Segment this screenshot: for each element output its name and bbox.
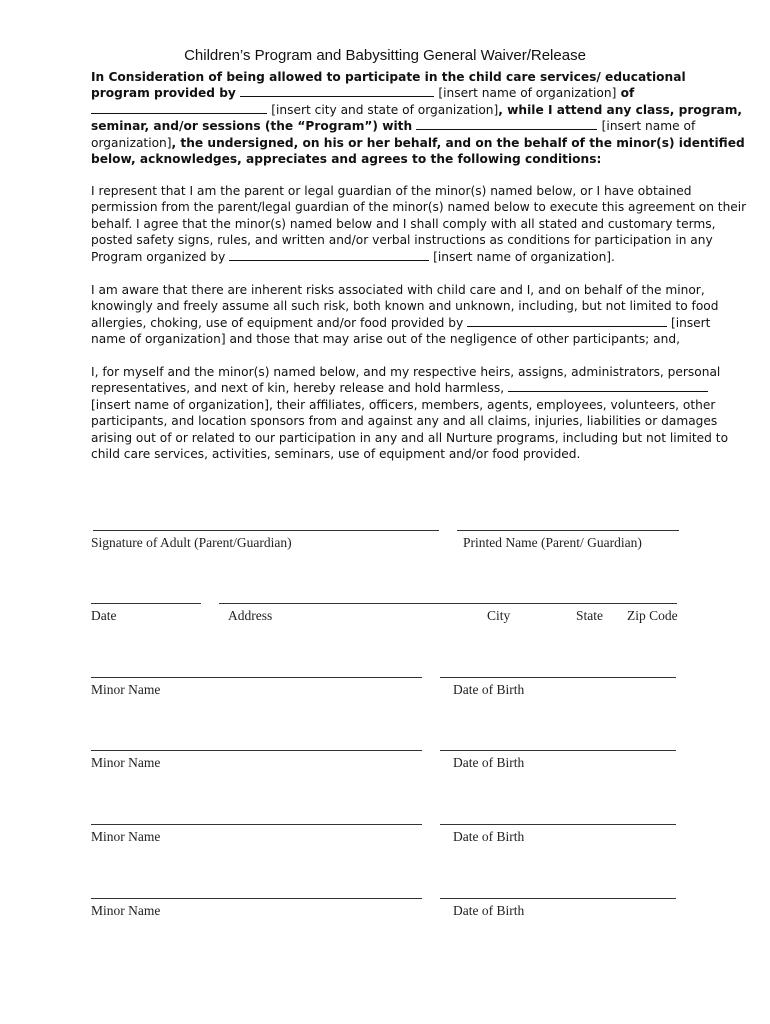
adult-signature-line[interactable] [93,530,439,531]
address-label: Address [228,608,273,623]
printed-name-label: Printed Name (Parent/ Guardian) [463,535,642,550]
intro-line-6: below, acknowledges, appreciates and agrees to the following conditions: [91,152,602,167]
p1-line-2: permission from the parent/legal guardian of the minor(s) named below to execute this agreement on their [91,200,747,215]
p2-line-1: I am aware that there are inherent risks associated with child care and I, and on behalf of the minor, [91,283,705,297]
p1-line-4: posted safety signs, rules, and written and/or verbal instructions as conditions for participation in any [91,233,713,248]
p1-line-1: I represent that I am the parent or legal guardian of the minor(s) named below, or I have obtained [91,184,692,198]
intro-program-with: seminar, and/or sessions (the “Program”) with [91,119,413,134]
minor-name-line-2[interactable] [91,750,422,751]
minor-dob-line-1[interactable] [440,677,676,678]
release-organization-blank[interactable] [508,380,708,392]
intro-of: of [620,86,635,101]
p3-line-6: child care services, activities, seminars, use of equipment and/or food provided. [91,447,581,462]
minor-dob-label-2: Date of Birth [453,755,525,770]
risk-paragraph [91,282,731,348]
p1-line-5 [91,249,731,265]
p2-provided-by: allergies, choking, use of equipment and/or food provided by [91,315,464,330]
intro-line-5 [91,135,745,151]
program-organizer-blank[interactable] [229,249,429,261]
insert-city-state-hint: [insert city and state of organization] [271,102,499,117]
date-line[interactable] [91,603,201,604]
adult-signature-label: Signature of Adult (Parent/Guardian) [91,535,292,550]
p3-hold-harmless: representatives, and next of kin, hereby release and hold harmless, [91,381,505,396]
insert-org-name-hint: [insert name of organization] [438,86,617,101]
city-state-blank[interactable] [91,102,267,114]
minor-dob-line-4[interactable] [440,898,676,899]
p2-line-3 [91,315,731,331]
intro-line-1: In Consideration of being allowed to participate in the child care services/ educational [91,70,686,84]
minor-dob-line-3[interactable] [440,824,676,825]
p3-line-5: arising out of or related to our participation in any and all Nurture programs, including but not limited to [91,430,729,445]
insert-org-name-hint-2: [insert name of [601,119,696,134]
minor-name-label-3: Minor Name [91,829,161,844]
representation-paragraph [91,183,747,265]
intro-line-2 [91,85,731,101]
p2-line-2: knowingly and freely assume all such risk, both known and unknown, including, but not limited to food [91,299,719,314]
minor-dob-label-4: Date of Birth [453,903,525,918]
intro-attend-text: , while I attend any class, program, [498,102,743,117]
p3-line-2 [91,380,731,396]
program-organization-blank[interactable] [416,118,597,130]
p3-line-1: I, for myself and the minor(s) named below, and my respective heirs, assigns, administrators, personal [91,365,721,379]
equipment-provider-blank[interactable] [467,315,667,327]
minor-name-line-1[interactable] [91,677,422,678]
intro-line-4 [91,118,731,134]
minor-dob-line-2[interactable] [440,750,676,751]
minor-name-label-1: Minor Name [91,682,161,697]
p3-line-3: [insert name of organization], their affiliates, officers, members, agents, employees, volunteers, other [91,397,716,412]
minor-name-label-2: Minor Name [91,755,161,770]
p2-line-4: name of organization] and those that may arise out of the negligence of other participants; and, [91,332,680,347]
organization-name-blank[interactable] [240,85,434,97]
intro-line-3 [91,102,743,118]
p2-insert-hint: [insert [670,315,711,330]
printed-name-line[interactable] [457,530,679,531]
p3-line-4: participants, and location sponsors from and against any and all claims, injuries, liabilities or damages [91,414,718,429]
insert-org-hint-end: organization] [91,135,172,150]
zip-code-label: Zip Code [627,608,678,623]
address-line[interactable] [219,603,677,604]
intro-provided-by: program provided by [91,86,236,101]
minor-name-line-3[interactable] [91,824,422,825]
minor-name-label-4: Minor Name [91,903,161,918]
p1-insert-hint: [insert name of organization]. [433,249,615,264]
intro-paragraph [91,69,745,167]
p1-organized-by: Program organized by [91,249,226,264]
date-label: Date [91,608,117,623]
minor-dob-label-1: Date of Birth [453,682,525,697]
document-title: Children’s Program and Babysitting General Waiver/Release [184,47,586,64]
minor-name-line-4[interactable] [91,898,422,899]
intro-undersigned: , the undersigned, on his or her behalf, and on the behalf of the minor(s) identified [171,135,745,150]
release-paragraph [91,364,731,462]
state-label: State [576,608,603,623]
minor-dob-label-3: Date of Birth [453,829,525,844]
p1-line-3: behalf. I agree that the minor(s) named below and I shall comply with all stated and customary terms, [91,216,716,231]
city-label: City [487,608,511,623]
